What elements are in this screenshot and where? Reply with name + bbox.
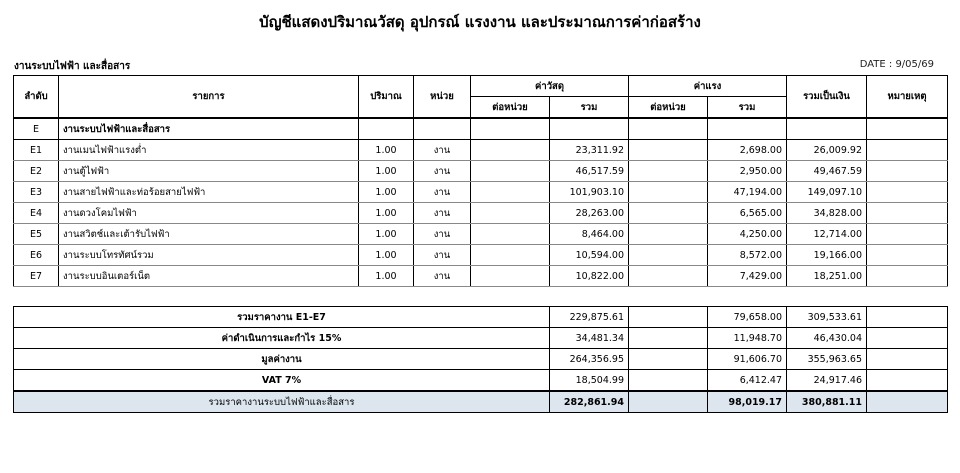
summary-remark — [867, 349, 948, 370]
row-qty: 1.00 — [359, 266, 414, 287]
row-material-per-unit — [471, 266, 550, 287]
row-unit: งาน — [414, 224, 471, 245]
header-labor-per-unit: ต่อหน่วย — [629, 97, 708, 119]
header-material: ค่าวัสดุ — [471, 76, 629, 97]
row-name: งานเมนไฟฟ้าแรงต่ำ — [59, 140, 359, 161]
summary-labor: 79,658.00 — [708, 307, 787, 328]
row-labor-per-unit — [629, 140, 708, 161]
row-name: งานสวิตช์และเต้ารับไฟฟ้า — [59, 224, 359, 245]
row-sum: 12,714.00 — [787, 224, 867, 245]
row-labor-per-unit — [629, 245, 708, 266]
row-unit: งาน — [414, 203, 471, 224]
row-remark — [867, 140, 948, 161]
row-labor-total: 2,698.00 — [708, 140, 787, 161]
row-remark — [867, 203, 948, 224]
row-sum: 26,009.92 — [787, 140, 867, 161]
row-labor-per-unit — [629, 266, 708, 287]
row-remark — [867, 182, 948, 203]
summary-material: 18,504.99 — [550, 370, 629, 392]
summary-remark — [867, 370, 948, 392]
summary-empty — [629, 328, 708, 349]
row-labor-total: 2,950.00 — [708, 161, 787, 182]
row-material-total: 101,903.10 — [550, 182, 629, 203]
header-labor: ค่าแรง — [629, 76, 787, 97]
summary-row — [14, 328, 948, 349]
summary-label: รวมราคางาน E1-E7 — [14, 307, 550, 328]
row-unit: งาน — [414, 140, 471, 161]
row-name: งานตู้ไฟฟ้า — [59, 161, 359, 182]
section-row — [14, 118, 948, 140]
row-no: E4 — [14, 203, 59, 224]
summary-total-material: 282,861.94 — [550, 391, 629, 413]
summary-total-row — [14, 391, 948, 413]
row-qty: 1.00 — [359, 224, 414, 245]
header-item: รายการ — [59, 76, 359, 119]
summary-empty — [629, 307, 708, 328]
row-labor-per-unit — [629, 161, 708, 182]
row-unit: งาน — [414, 245, 471, 266]
summary-labor: 11,948.70 — [708, 328, 787, 349]
row-labor-total: 47,194.00 — [708, 182, 787, 203]
row-labor-total: 4,250.00 — [708, 224, 787, 245]
row-labor-per-unit — [629, 224, 708, 245]
row-no: E5 — [14, 224, 59, 245]
row-unit: งาน — [414, 161, 471, 182]
header-labor-total: รวม — [708, 97, 787, 119]
summary-empty — [629, 349, 708, 370]
summary-row — [14, 349, 948, 370]
row-qty: 1.00 — [359, 203, 414, 224]
date-label: DATE : 9/05/69 — [859, 59, 934, 70]
row-remark — [867, 161, 948, 182]
row-qty: 1.00 — [359, 161, 414, 182]
header-material-total: รวม — [550, 97, 629, 119]
table-row — [14, 224, 948, 245]
row-unit: งาน — [414, 266, 471, 287]
row-material-total: 23,311.92 — [550, 140, 629, 161]
row-remark — [867, 266, 948, 287]
summary-row — [14, 370, 948, 392]
row-remark — [867, 245, 948, 266]
row-material-per-unit — [471, 203, 550, 224]
row-qty: 1.00 — [359, 140, 414, 161]
section-name: งานระบบไฟฟ้าและสื่อสาร — [59, 118, 359, 140]
table-row — [14, 161, 948, 182]
row-labor-total: 7,429.00 — [708, 266, 787, 287]
row-no: E1 — [14, 140, 59, 161]
row-name: งานดวงโคมไฟฟ้า — [59, 203, 359, 224]
row-material-total: 8,464.00 — [550, 224, 629, 245]
summary-total-labor: 98,019.17 — [708, 391, 787, 413]
summary-labor: 6,412.47 — [708, 370, 787, 392]
row-sum: 18,251.00 — [787, 266, 867, 287]
row-name: งานระบบโทรทัศน์รวม — [59, 245, 359, 266]
summary-table — [13, 306, 948, 413]
row-no: E2 — [14, 161, 59, 182]
boq-table — [13, 75, 948, 287]
row-sum: 49,467.59 — [787, 161, 867, 182]
section-label: งานระบบไฟฟ้า และสื่อสาร — [14, 61, 131, 72]
summary-remark — [867, 328, 948, 349]
row-no: E3 — [14, 182, 59, 203]
summary-total-sum: 380,881.11 — [787, 391, 867, 413]
row-material-per-unit — [471, 161, 550, 182]
header-qty: ปริมาณ — [359, 76, 414, 119]
row-labor-total: 6,565.00 — [708, 203, 787, 224]
table-row — [14, 182, 948, 203]
row-no: E7 — [14, 266, 59, 287]
summary-label: ค่าดำเนินการและกำไร 15% — [14, 328, 550, 349]
header-remark: หมายเหตุ — [867, 76, 948, 119]
row-name: งานสายไฟฟ้าและท่อร้อยสายไฟฟ้า — [59, 182, 359, 203]
row-unit: งาน — [414, 182, 471, 203]
header-material-per-unit: ต่อหน่วย — [471, 97, 550, 119]
row-remark — [867, 224, 948, 245]
row-no: E6 — [14, 245, 59, 266]
page-title: บัญชีแสดงปริมาณวัสดุ อุปกรณ์ แรงงาน และประมาณการค่าก่อสร้าง — [259, 13, 701, 31]
summary-material: 229,875.61 — [550, 307, 629, 328]
table-row — [14, 140, 948, 161]
row-material-total: 10,594.00 — [550, 245, 629, 266]
summary-sum: 309,533.61 — [787, 307, 867, 328]
table-row — [14, 245, 948, 266]
row-qty: 1.00 — [359, 182, 414, 203]
summary-sum: 355,963.65 — [787, 349, 867, 370]
row-material-per-unit — [471, 224, 550, 245]
row-material-total: 28,263.00 — [550, 203, 629, 224]
row-material-per-unit — [471, 245, 550, 266]
summary-material: 264,356.95 — [550, 349, 629, 370]
row-labor-per-unit — [629, 203, 708, 224]
row-material-total: 10,822.00 — [550, 266, 629, 287]
summary-total-label: รวมราคางานระบบไฟฟ้าและสื่อสาร — [14, 391, 550, 413]
row-material-per-unit — [471, 140, 550, 161]
row-sum: 149,097.10 — [787, 182, 867, 203]
table-row — [14, 203, 948, 224]
row-sum: 19,166.00 — [787, 245, 867, 266]
header-grand-total: รวมเป็นเงิน — [787, 76, 867, 119]
summary-row — [14, 307, 948, 328]
row-name: งานระบบอินเตอร์เน็ต — [59, 266, 359, 287]
summary-sum: 24,917.46 — [787, 370, 867, 392]
row-labor-per-unit — [629, 182, 708, 203]
row-qty: 1.00 — [359, 245, 414, 266]
summary-label: VAT 7% — [14, 370, 550, 392]
section-no: E — [14, 118, 59, 140]
table-row — [14, 266, 948, 287]
row-material-total: 46,517.59 — [550, 161, 629, 182]
row-sum: 34,828.00 — [787, 203, 867, 224]
summary-sum: 46,430.04 — [787, 328, 867, 349]
summary-remark — [867, 307, 948, 328]
header-no: ลำดับ — [14, 76, 59, 119]
summary-empty — [629, 370, 708, 392]
summary-labor: 91,606.70 — [708, 349, 787, 370]
summary-material: 34,481.34 — [550, 328, 629, 349]
header-unit: หน่วย — [414, 76, 471, 119]
row-labor-total: 8,572.00 — [708, 245, 787, 266]
summary-label: มูลค่างาน — [14, 349, 550, 370]
row-material-per-unit — [471, 182, 550, 203]
